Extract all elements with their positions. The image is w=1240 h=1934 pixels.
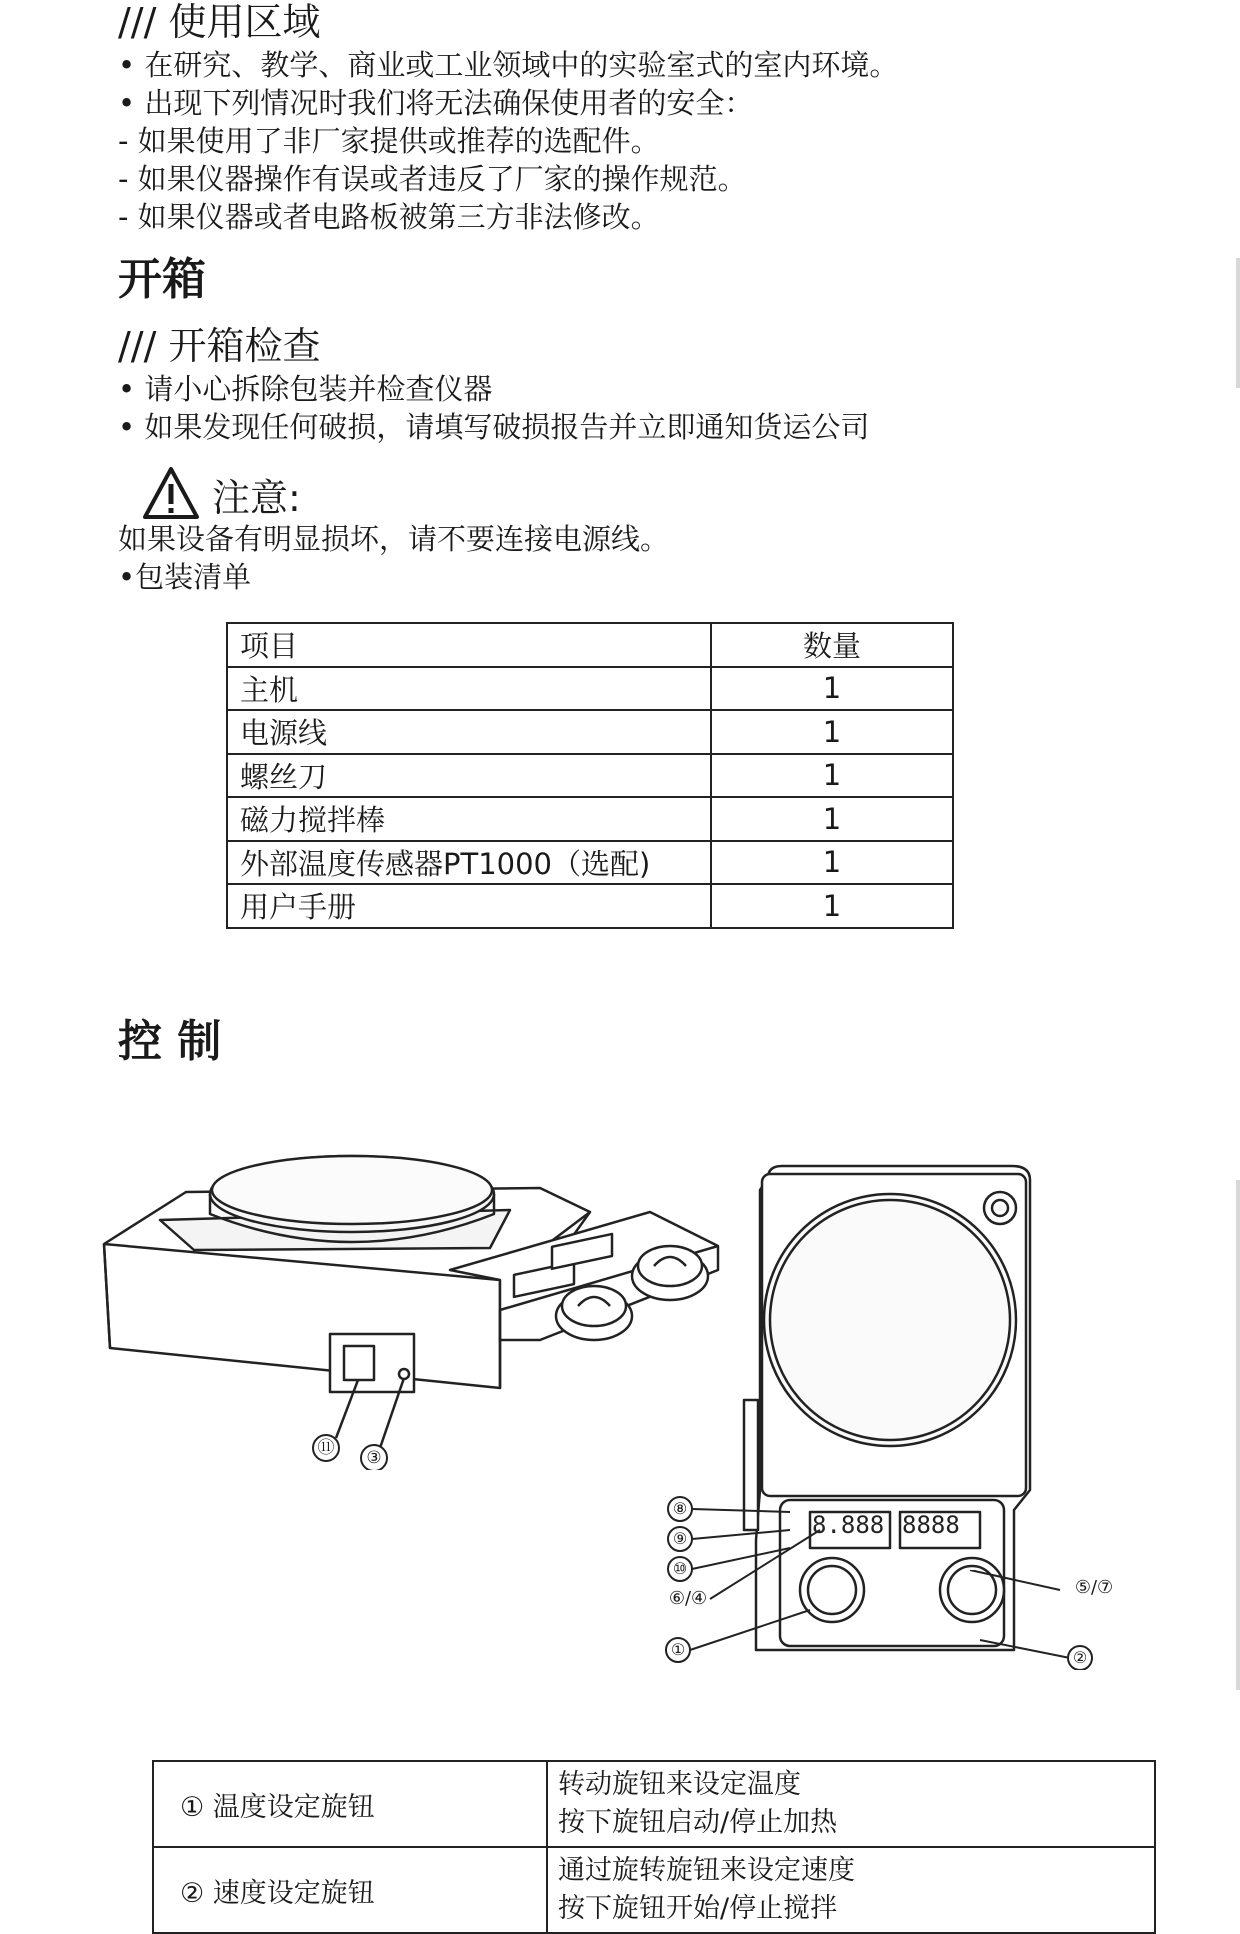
usage-line: • 在研究、教学、商业或工业领域中的实验室式的室内环境。: [118, 48, 899, 82]
unpacking-line: • 如果发现任何破损，请填写破损报告并立即通知货运公司: [118, 410, 870, 444]
table-cell-qty: 1: [711, 667, 953, 711]
table-row: [227, 754, 953, 798]
usage-line: • 出现下列情况时我们将无法确保使用者的安全：: [118, 86, 754, 120]
usage-line: - 如果仪器操作有误或者违反了厂家的操作规范。: [118, 162, 747, 196]
table-header-row: [227, 623, 953, 667]
table-cell-qty: 1: [711, 797, 953, 841]
usage-line: - 如果仪器或者电路板被第三方非法修改。: [118, 200, 660, 234]
packing-table: [226, 622, 954, 929]
table-cell-qty: 1: [711, 841, 953, 885]
table-cell-item: 电源线: [227, 710, 711, 754]
warning-triangle-icon: [142, 466, 200, 520]
control-table: [152, 1760, 1156, 1934]
table-cell-item: 螺丝刀: [227, 754, 711, 798]
table-cell-qty: 1: [711, 710, 953, 754]
callout-label: ⑤/⑦: [1074, 1577, 1114, 1598]
notice-title: 注意:: [212, 476, 301, 520]
callout-label: ⑩: [672, 1559, 688, 1578]
control-title: 控 制: [118, 1016, 222, 1067]
callout-label: ⑪: [317, 1438, 335, 1458]
table-row: [153, 1847, 1155, 1933]
callout-label: ⑥/④: [668, 1588, 708, 1609]
temperature-display: 8.888: [812, 1511, 885, 1539]
control-desc-line: 通过旋转旋钮来设定速度: [558, 1855, 855, 1886]
table-row: [227, 710, 953, 754]
table-cell-qty: 1: [711, 754, 953, 798]
table-cell-item: 外部温度传感器PT1000（选配): [227, 841, 711, 885]
table-row: [227, 841, 953, 885]
callout-label: ②: [1072, 1648, 1088, 1667]
control-desc: [547, 1847, 1155, 1933]
control-name: ② 速度设定旋钮: [153, 1847, 547, 1933]
table-header-qty: 数量: [711, 623, 953, 667]
control-desc-line: 按下旋钮开始/停止搅拌: [558, 1893, 838, 1924]
callout-label: ⑨: [672, 1529, 688, 1548]
table-cell-item: 用户手册: [227, 884, 711, 928]
control-desc-line: 按下旋钮启动/停止加热: [558, 1807, 838, 1838]
usage-line: - 如果使用了非厂家提供或推荐的选配件。: [118, 124, 660, 158]
table-row: [227, 797, 953, 841]
speed-display: 8888: [902, 1511, 960, 1539]
control-desc-line: 转动旋钮来设定温度: [558, 1769, 801, 1800]
notice-text: 如果设备有明显损坏，请不要连接电源线。: [118, 522, 670, 556]
table-cell-qty: 1: [711, 884, 953, 928]
callout-label: ①: [670, 1640, 686, 1659]
usage-heading: /// 使用区域: [118, 0, 321, 44]
control-name: ① 温度设定旋钮: [153, 1761, 547, 1847]
unpacking-title: 开箱: [118, 254, 206, 305]
edge-mark: [1236, 258, 1240, 388]
edge-mark: [1236, 1180, 1240, 1690]
unpacking-sub-heading: /// 开箱检查: [118, 324, 321, 368]
table-header-item: 项目: [227, 623, 711, 667]
table-row: [153, 1761, 1155, 1847]
table-cell-item: 主机: [227, 667, 711, 711]
table-row: [227, 884, 953, 928]
table-row: [227, 667, 953, 711]
packing-list-label: •包装清单: [118, 560, 252, 594]
control-desc: [547, 1761, 1155, 1847]
callout-label: ⑧: [672, 1499, 688, 1518]
callout-label: ③: [366, 1448, 382, 1468]
device-side-illustration: [90, 1120, 730, 1470]
unpacking-line: • 请小心拆除包装并检查仪器: [118, 372, 493, 406]
table-cell-item: 磁力搅拌棒: [227, 797, 711, 841]
